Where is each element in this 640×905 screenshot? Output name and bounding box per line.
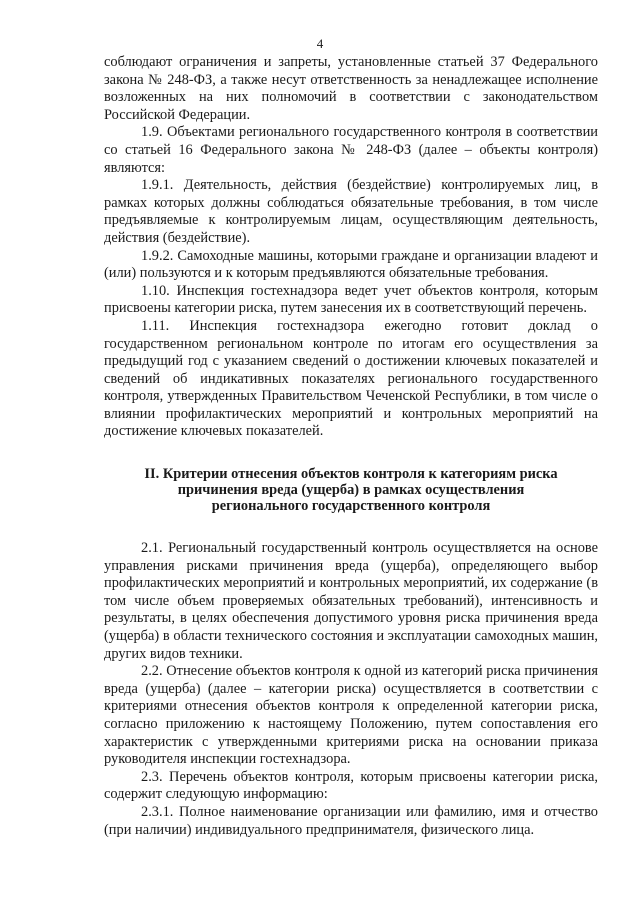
- paragraph-2-1: 2.1. Региональный государственный контроль осуществляется на основе управления рисками причинения вреда (ущерба), определяющего выбор профилактических мероприятий и контрольных мероприятий, их содержание (в том числе объем проверяемых обязательных требований), интенсивность и результаты, в целях обеспечения допустимого уровня риска причинения вреда (ущерба) в области технического состояния и эксплуатации самоходных машин, других видов техники.: [104, 540, 598, 662]
- paragraph-1-9-1: 1.9.1. Деятельность, действия (бездействие) контролируемых лиц, в рамках которых должны соблюдаться обязательные требования, в том числе предъявляемые к контролируемым лицам, осуществляющим деятельность, действия (бездействие).: [104, 177, 598, 246]
- section-heading-line: регионального государственного контроля: [211, 498, 491, 515]
- paragraph-2-3-1: 2.3.1. Полное наименование организации или фамилию, имя и отчество (при наличии) индивидуального предпринимателя, физического лица.: [104, 803, 598, 838]
- paragraph-2-2: 2.2. Отнесение объектов контроля к одной из категорий риска причинения вреда (ущерба) (далее – категории риска) осуществляется в соответствии с критериями отнесения объектов контроля к определенной категории риска, согласно приложению к настоящему Положению, путем сопоставления его характеристик с утвержденными критериями риска на основании приказа руководителя инспекции гостехнадзора.: [104, 663, 598, 768]
- section-heading-line: причинения вреда (ущерба) в рамках осуществления: [177, 482, 525, 499]
- paragraph-continuation: соблюдают ограничения и запреты, установленные статьей 37 Федерального закона № 248-ФЗ, а также несут ответственность за ненадлежащее исполнение возложенных на них полномочий в соответствии с законодательством Российской Федерации.: [104, 54, 598, 123]
- paragraph-1-9-2: 1.9.2. Самоходные машины, которыми граждане и организации владеют и (или) пользуются и к которым предъявляются обязательные требования.: [104, 247, 598, 282]
- paragraph-1-11: 1.11. Инспекция гостехнадзора ежегодно готовит доклад о государственном региональном контроле по итогам его осуществления за предыдущий год с указанием сведений о достижении ключевых показателей и сведений об индикативных показателях регионального государственного контроля, утвержденных Правительством Чеченской Республики, в том числе о влиянии профилактических мероприятий и контрольных мероприятий на достижение ключевых показателей.: [104, 317, 598, 440]
- section-heading-line: II. Критерии отнесения объектов контроля к категориям риска: [144, 466, 558, 483]
- page-number: 4: [316, 36, 324, 51]
- document-body: [104, 54, 598, 839]
- paragraph-2-3: 2.3. Перечень объектов контроля, которым присвоены категории риска, содержит следующую информацию:: [104, 768, 598, 803]
- paragraph-1-10: 1.10. Инспекция гостехнадзора ведет учет объектов контроля, которым присвоены категории риска, путем занесения их в соответствующий перечень.: [104, 282, 598, 317]
- section-heading: [104, 466, 598, 514]
- paragraph-1-9: 1.9. Объектами регионального государственного контроля в соответствии со статьей 16 Федерального закона № 248-ФЗ (далее – объекты контроля) являются:: [104, 124, 598, 176]
